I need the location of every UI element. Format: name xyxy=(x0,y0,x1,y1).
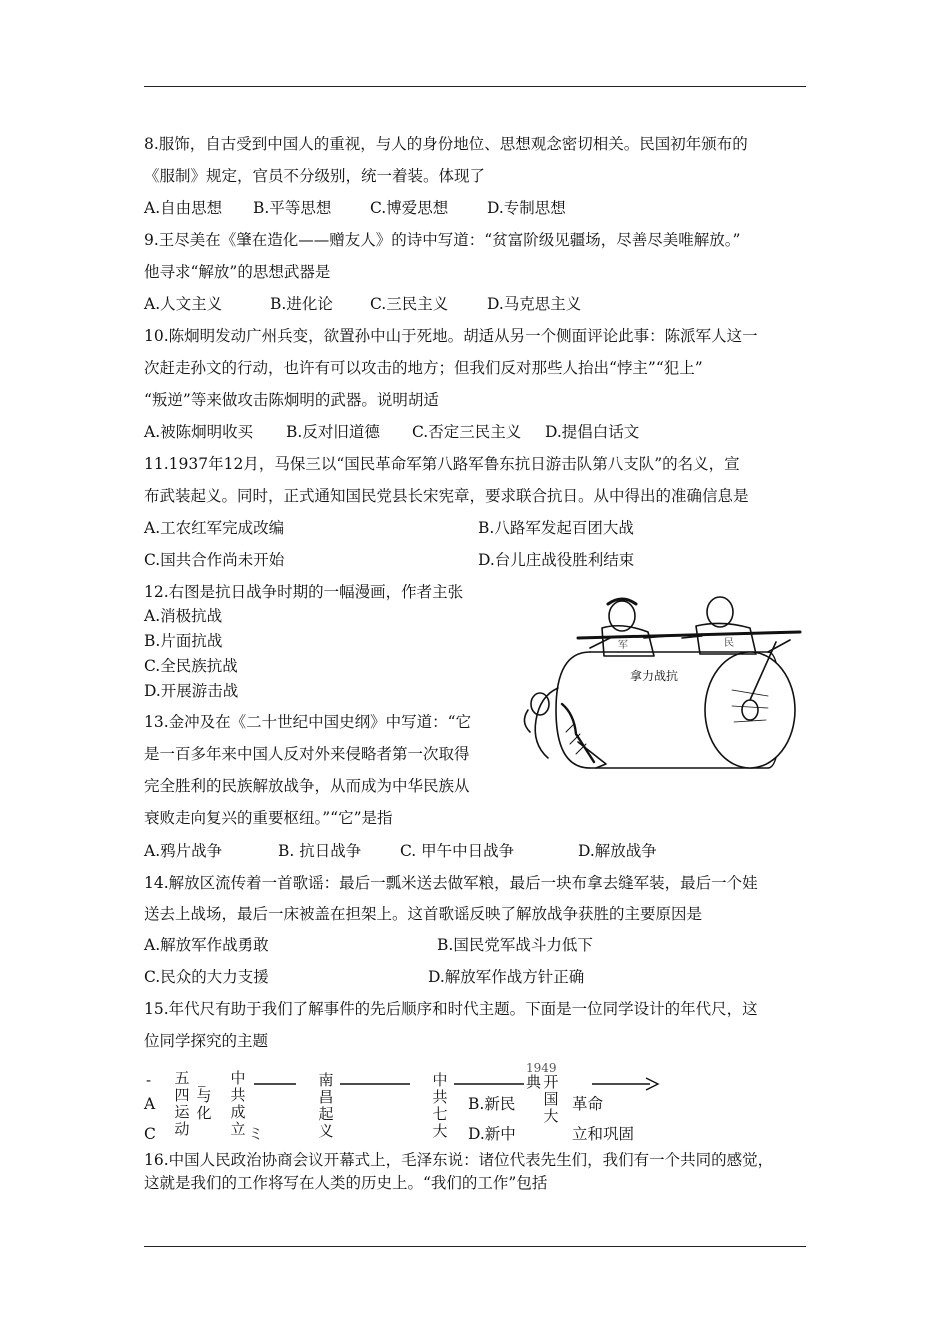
q15-option-b-right: 革命 xyxy=(572,1095,604,1113)
cartoon-caption: 拿力战抗 xyxy=(630,669,679,683)
q13-stem-line1: 13.金冲及在《二十世纪中国史纲》中写道：“它 xyxy=(144,713,472,731)
q13-stem-line2: 是一百多年来中国人反对外来侵略者第一次取得 xyxy=(144,745,470,763)
q10-option-d: D.提倡白话文 xyxy=(545,423,640,441)
q10-stem-line2: 次赶走孙文的行动，也许有可以攻击的地方；但我们反对那些人抬出“悖主”“犯上” xyxy=(144,359,703,377)
q11-option-b: B.八路军发起百团大战 xyxy=(478,519,634,537)
q13-option-c: C. 甲午中日战争 xyxy=(400,842,515,860)
timeline-col-qida: 中共七大 xyxy=(432,1071,448,1140)
q14-option-b: B.国民党军战斗力低下 xyxy=(437,936,593,954)
timeline-dash-2: _ xyxy=(198,1069,206,1087)
q16-stem-text: 中国人民政治协商会议开幕式上，毛泽东说：诸位代表先生们，我们有一个共同的感觉， xyxy=(168,1151,774,1169)
cartoon-label-soldier: 军 xyxy=(618,640,628,651)
timeline-col-wusi: 五四运动 xyxy=(174,1069,190,1138)
q8-stem-line2: 《服制》规定，官员不分级别，统一着装。体现了 xyxy=(144,167,486,185)
q11-stem-line1: 11.1937年12月，马保三以“国民革命军第八路军鲁东抗日游击队第八支队”的名义，宣 xyxy=(144,455,740,473)
q14-option-d: D.解放军作战方针正确 xyxy=(428,968,585,986)
q15-stem-line2: 位同学探究的主题 xyxy=(144,1032,269,1050)
timeline-col-kaiguo: 开国大 xyxy=(543,1073,559,1125)
q12-option-d: D.开展游击战 xyxy=(144,682,239,700)
q16-stem-line2: 这就是我们的工作将写在人类的历史上。“我们的工作”包括 xyxy=(144,1174,548,1192)
q11-option-c: C.国共合作尚未开始 xyxy=(144,551,285,569)
bottom-rule xyxy=(144,1246,806,1247)
q14-stem-line2: 送去上战场，最后一床被盖在担架上。这首歌谣反映了解放战争获胜的主要原因是 xyxy=(144,905,703,923)
q9-stem-line1: 9.王尽美在《肇在造化——赠友人》的诗中写道：“贫富阶级见疆场，尽善尽美唯解放。” xyxy=(144,231,741,249)
q12-option-c: C.全民族抗战 xyxy=(144,657,238,675)
cartoon-label-civilian: 民 xyxy=(724,638,734,649)
q9-stem-line2: 他寻求“解放”的思想武器是 xyxy=(144,263,331,281)
q13-stem-line3: 完全胜利的民族解放战争，从而成为中华民族从 xyxy=(144,777,470,795)
q8-option-b: B.平等思想 xyxy=(253,199,332,217)
q16-number: 16. xyxy=(144,1151,169,1169)
q8-stem-line1: 8.服饰，自古受到中国人的重视，与人的身份地位、思想观念密切相关。民国初年颁布的 xyxy=(144,135,748,153)
q15-option-d-left: D.新中 xyxy=(468,1125,516,1143)
timeline-col-dian: 典 xyxy=(526,1073,542,1091)
q14-option-c: C.民众的大力支援 xyxy=(144,968,269,986)
timeline-col-zhonggong: 中共成立 xyxy=(230,1069,246,1138)
q10-option-c: C.否定三民主义 xyxy=(412,423,522,441)
timeline-col-yuhua: 与化 xyxy=(196,1087,212,1122)
q9-option-d: D.马克思主义 xyxy=(487,295,582,313)
q8-option-a: A.自由思想 xyxy=(144,199,223,217)
q9-option-c: C.三民主义 xyxy=(370,295,449,313)
q15-option-c: C xyxy=(144,1125,156,1143)
timeline-dash-left: - xyxy=(146,1071,152,1089)
q15-option-d-right: 立和巩固 xyxy=(572,1125,635,1143)
q12-option-a: A.消极抗战 xyxy=(144,607,223,625)
q10-option-b: B.反对旧道德 xyxy=(286,423,380,441)
q9-option-a: A.人文主义 xyxy=(144,295,223,313)
q13-stem-line4: 衰败走向复兴的重要枢纽。”“它”是指 xyxy=(144,809,393,827)
q12-option-b: B.片面抗战 xyxy=(144,632,223,650)
q13-option-d: D.解放战争 xyxy=(578,842,657,860)
q10-option-a: A.被陈炯明收买 xyxy=(144,423,254,441)
q10-stem-line1: 10.陈炯明发动广州兵变，欲置孙中山于死地。胡适从另一个侧面评论此事：陈派军人这一 xyxy=(144,327,758,345)
q8-option-c: C.博爱思想 xyxy=(370,199,449,217)
timeline-year-label: 1949 xyxy=(526,1061,557,1075)
q12-stem: 12.右图是抗日战争时期的一幅漫画，作者主张 xyxy=(144,583,464,601)
q11-option-d: D.台儿庄战役胜利结束 xyxy=(478,551,635,569)
q15-option-b-left: B.新民 xyxy=(468,1095,516,1113)
q11-stem-line2: 布武装起义。同时，正式通知国民党县长宋宪章，要求联合抗日。从中得出的准确信息是 xyxy=(144,487,749,505)
q15-stem-line1: 15.年代尺有助于我们了解事件的先后顺序和时代主题。下面是一位同学设计的年代尺，这 xyxy=(144,1000,758,1018)
timeline-col-nanchang: 南昌起义 xyxy=(318,1071,334,1140)
top-rule xyxy=(144,86,806,87)
q13-option-b: B. 抗日战争 xyxy=(278,842,362,860)
q14-stem-line1: 14.解放区流传着一首歌谣：最后一瓢米送去做军粮，最后一块布拿去缝军装，最后一个娃 xyxy=(144,874,758,892)
q11-option-a: A.工农红军完成改编 xyxy=(144,519,285,537)
timeline-axis xyxy=(246,1073,666,1092)
q9-option-b: B.进化论 xyxy=(270,295,333,313)
q15-option-c-fragment: ミ xyxy=(248,1125,264,1143)
q8-option-d: D.专制思想 xyxy=(487,199,566,217)
q15-option-a: A xyxy=(144,1095,156,1113)
q10-stem-line3: “叛逆”等来做攻击陈炯明的武器。说明胡适 xyxy=(144,391,439,409)
anti-japanese-war-cartoon xyxy=(518,592,816,770)
q16-stem-line1 xyxy=(144,1150,773,1170)
q14-option-a: A.解放军作战勇敢 xyxy=(144,936,269,954)
q13-option-a: A.鸦片战争 xyxy=(144,842,223,860)
